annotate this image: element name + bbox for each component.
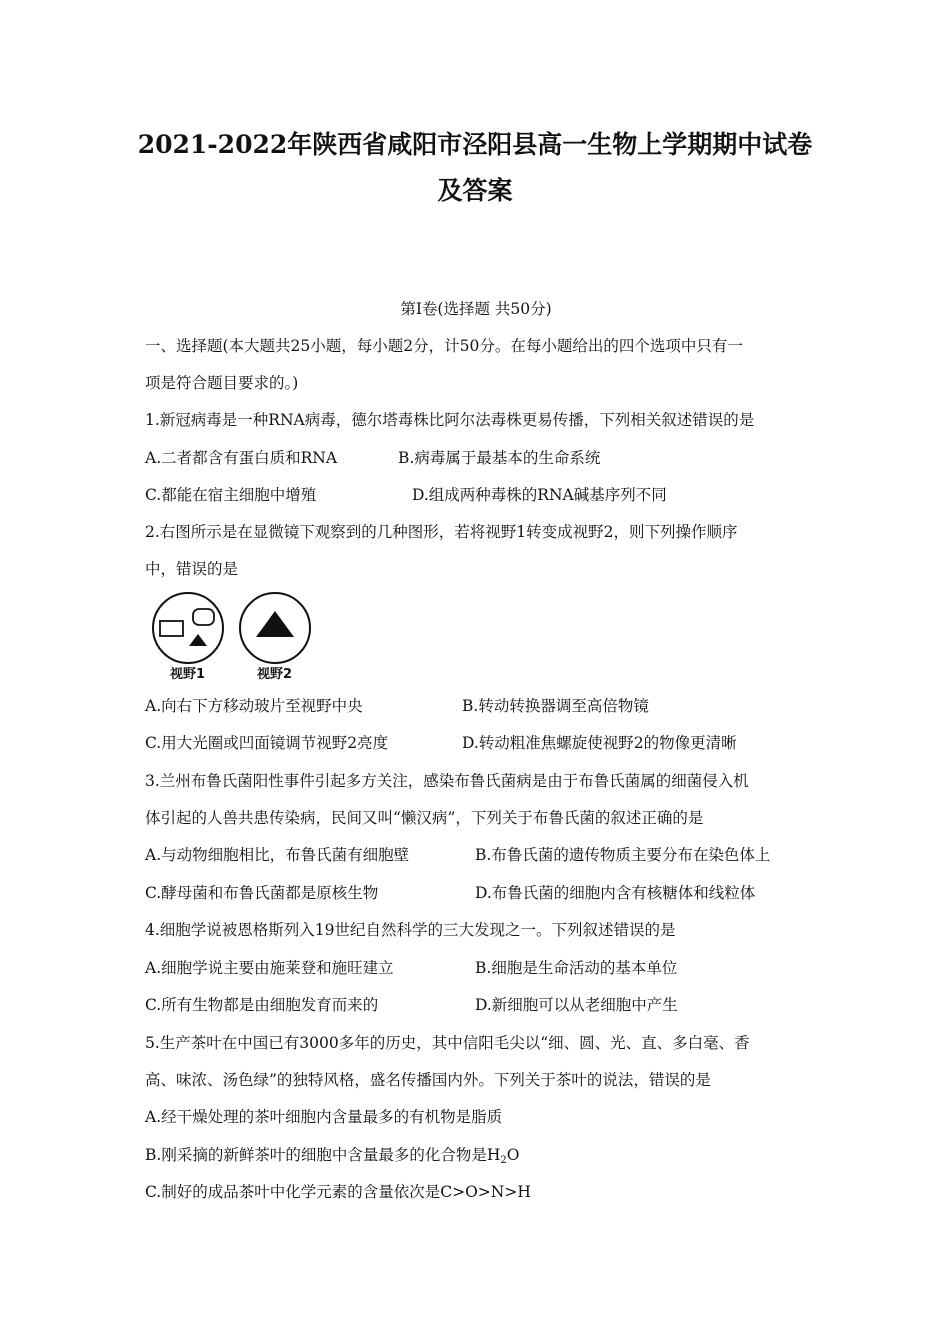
- question-4-option-c: C.所有生物都是由细胞发育而来的: [145, 996, 379, 1014]
- document-title-line-1: 2021-2022年陕西省咸阳市泾阳县高一生物上学期期中试卷: [137, 130, 813, 159]
- question-3-option-c: C.酵母菌和布鲁氏菌都是原核生物: [145, 884, 379, 902]
- question-4-stem: 4.细胞学说被恩格斯列入19世纪自然科学的三大发现之一。下列叙述错误的是: [145, 921, 676, 939]
- question-1-option-d: D.组成两种毒株的RNA碱基序列不同: [412, 486, 667, 504]
- question-2-option-d: D.转动粗准焦螺旋使视野2的物像更清晰: [462, 734, 737, 752]
- instructions-line-2: 项是符合题目要求的。): [145, 374, 299, 392]
- question-2-stem-line-1: 2.右图所示是在显微镜下观察到的几种图形，若将视野1转变成视野2，则下列操作顺序: [145, 523, 738, 541]
- rounded-rectangle-shape: [193, 609, 214, 625]
- figure-label-field-2: 视野2: [257, 667, 293, 682]
- question-1-option-a: A.二者都含有蛋白质和RNA: [145, 449, 338, 467]
- instructions-line-1: 一、选择题(本大题共25小题，每小题2分，计50分。在每小题给出的四个选项中只有一: [145, 337, 743, 355]
- microscope-fields-figure: [145, 590, 325, 685]
- question-5-stem-line-1: 5.生产茶叶在中国已有3000多年的历史，其中信阳毛尖以“细、圆、光、直、多白毫、香: [145, 1034, 750, 1052]
- question-3-option-b: B.布鲁氏菌的遗传物质主要分布在染色体上: [475, 846, 771, 864]
- question-2-option-a: A.向右下方移动玻片至视野中央: [145, 697, 363, 715]
- question-2-option-c: C.用大光圈或凹面镜调节视野2亮度: [145, 734, 389, 752]
- question-5-option-b-text: B.刚采摘的新鲜茶叶的细胞中含量最多的化合物是H: [145, 1146, 501, 1164]
- small-triangle-shape: [189, 634, 207, 646]
- large-triangle-shape: [256, 611, 294, 637]
- question-5-option-b: [145, 1145, 519, 1165]
- question-5-option-b-tail: O: [506, 1146, 520, 1164]
- field-of-view-2: [240, 593, 310, 663]
- section-heading: 第Ⅰ卷(选择题 共50分): [400, 300, 552, 318]
- document-title-line-2: 及答案: [437, 176, 513, 205]
- question-4-option-d: D.新细胞可以从老细胞中产生: [475, 996, 678, 1014]
- question-5-stem-line-2: 高、味浓、汤色绿”的独特风格，盛名传播国内外。下列关于茶叶的说法，错误的是: [145, 1071, 711, 1089]
- question-1-option-c: C.都能在宿主细胞中增殖: [145, 486, 317, 504]
- question-3-stem-line-2: 体引起的人兽共患传染病，民间又叫“懒汉病”，下列关于布鲁氏菌的叙述正确的是: [145, 809, 704, 827]
- question-5-option-b-subscript: 2: [500, 1155, 507, 1166]
- question-4-option-b: B.细胞是生命活动的基本单位: [475, 959, 678, 977]
- figure-label-field-1: 视野1: [170, 667, 206, 682]
- question-4-option-a: A.细胞学说主要由施莱登和施旺建立: [145, 959, 394, 977]
- question-1-stem: 1.新冠病毒是一种RNA病毒，德尔塔毒株比阿尔法毒株更易传播，下列相关叙述错误的是: [145, 411, 755, 429]
- question-2-option-b: B.转动转换器调至高倍物镜: [462, 697, 649, 715]
- question-1-option-b: B.病毒属于最基本的生命系统: [398, 449, 601, 467]
- rectangle-shape: [160, 621, 183, 636]
- question-3-option-d: D.布鲁氏菌的细胞内含有核糖体和线粒体: [475, 884, 756, 902]
- question-5-option-a: A.经干燥处理的茶叶细胞内含量最多的有机物是脂质: [145, 1108, 503, 1126]
- question-3-option-a: A.与动物细胞相比，布鲁氏菌有细胞壁: [145, 846, 410, 864]
- question-2-stem-line-2: 中，错误的是: [145, 560, 239, 578]
- question-3-stem-line-1: 3.兰州布鲁氏菌阳性事件引起多方关注，感染布鲁氏菌病是由于布鲁氏菌属的细菌侵入机: [145, 772, 749, 790]
- question-5-option-c: C.制好的成品茶叶中化学元素的含量依次是C>O>N>H: [145, 1183, 531, 1201]
- microscope-fields-drawing: [145, 590, 325, 665]
- field-of-view-1: [153, 593, 223, 663]
